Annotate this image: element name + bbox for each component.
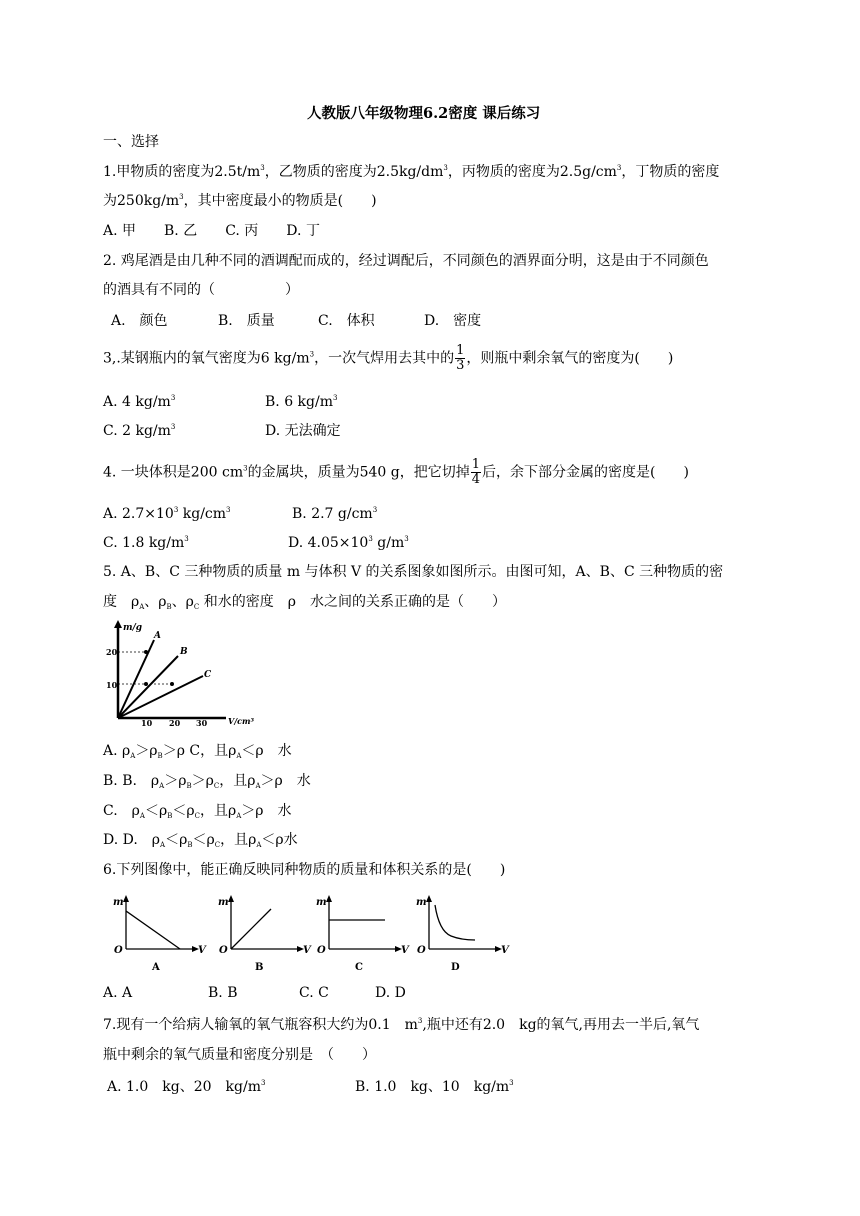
y-axis-label: m/g [123,623,143,633]
question-2-option-a: A. 颜色 [111,313,168,329]
mass-volume-graph [106,618,256,726]
question-2-line-2: 的酒具有不同的（ ） [103,282,299,298]
question-5-line-2: 度 $\rho_A$、$\rho_B$、$\rho_C$ 和水的密度 ρ 水之间的关系正确的是（ ） [103,594,506,611]
y-tick-10: 10 [106,680,118,690]
question-3-stem: 3,.某钢瓶内的氧气密度为6 $kg/m^3$，一次气焊用去其中的 $\frac{1}{3}$ ，则瓶中剩余氧气的密度为( ) [103,343,674,373]
question-5-option-a: A. $\rho_A>\rho_B>\rho$ C，且$\rho_A<\rho$ 水 [103,743,292,760]
question-7-option-b: B. 1.0 kg、10 $kg/m^3$ [355,1079,514,1095]
m-label: m [416,897,427,908]
v-label: V [303,945,311,956]
y-tick-20: 20 [106,647,118,657]
question-2-option-d: D. 密度 [424,313,482,329]
arrow-icon [426,895,432,902]
point-c [170,682,174,686]
m-label: m [113,897,124,908]
question-1-options: A. 甲 B. 乙 C. 丙 D. 丁 [103,223,320,239]
curve [231,909,271,949]
question-5-option-b: B. B. $\rho_A>\rho_B>\rho_C$，且$\rho_A>\rho$ 水 [103,773,311,790]
line-c [118,676,203,718]
x-tick-20: 20 [169,718,181,726]
question-1-line-2: 为$250kg/m^3$，其中密度最小的物质是( ) [103,193,377,209]
point-b [144,682,148,686]
o-label: O [114,945,123,956]
question-7-line-2: 瓶中剩余的氧气质量和密度分别是 （ ） [103,1047,376,1063]
line-c-label: C [204,670,212,680]
caption: B [255,962,264,973]
question-3-option-c: C. 2 $kg/m^3$ [103,423,176,439]
question-2-option-c: C. 体积 [318,313,375,329]
question-4-option-a: A. $2.7\times 10^3$ $kg/cm^3$ [103,506,231,522]
y-axis-arrow [114,620,122,628]
graph-a [110,893,210,973]
line-a-label: A [154,631,161,641]
question-4-option-b: B. 2.7 $g/cm^3$ [292,506,378,522]
o-label: O [417,945,426,956]
question-7-option-a: A. 1.0 kg、20 $kg/m^3$ [107,1079,266,1095]
question-4-stem: 4. 一块体积是200 $cm^3$的金属块，质量为540 g，把它切掉 $\frac{1}{4}$ 后，余下部分金属的密度是( ) [103,457,689,487]
fraction-one-quarter: $\frac{1}{4}$ [471,457,480,487]
graph-c [313,893,413,973]
line-b-label: B [180,647,188,657]
question-3-option-d: D. 无法确定 [265,423,341,439]
graph-b [215,893,315,973]
arrow-icon [123,895,129,902]
graph-d [413,893,513,973]
question-6-option-a: A. A [103,985,133,1001]
o-label: O [219,945,228,956]
question-2-line-1: 2. 鸡尾酒是由几种不同的酒调配而成的，经过调配后，不同颜色的酒界面分明，这是由于不同颜色 [103,253,709,269]
o-label: O [317,945,326,956]
question-3-option-b: B. 6 $kg/m^3$ [265,394,338,410]
m-label: m [218,897,229,908]
v-label: V [501,945,509,956]
point-a [144,650,148,654]
question-6-option-c: C. C [299,985,329,1001]
x-tick-10: 10 [141,718,153,726]
v-label: V [198,945,206,956]
question-7-line-1: 7.现有一个给病人输氧的氧气瓶容积大约为0.1 $m^3$,瓶中还有2.0 kg的氧气,再用去一半后,氧气 [103,1017,700,1033]
x-tick-30: 30 [196,718,208,726]
question-5-line-1: 5. A、B、C 三种物质的质量 m 与体积 V 的关系图象如图所示。由图可知，A、B、C 三种物质的密 [103,564,724,580]
arrow-icon [326,895,332,902]
question-5-option-c: C. $\rho_A<\rho_B<\rho_C$，且$\rho_A>\rho$ 水 [103,803,292,820]
caption: A [152,962,160,973]
curve [126,911,180,949]
caption: C [355,962,363,973]
curve [435,905,475,940]
x-axis-label: V/cm³ [228,716,254,726]
question-2-option-b: B. 质量 [218,313,275,329]
arrow-icon [228,895,234,902]
fraction-one-third: $\frac{1}{3}$ [456,343,465,373]
caption: D [451,962,460,973]
question-6-option-d: D. D [375,985,406,1001]
question-6-stem: 6.下列图像中，能正确反映同种物质的质量和体积关系的是( ) [103,862,506,878]
line-b [118,656,178,718]
question-1-line-1: 1.甲物质的密度为$2.5t/m^3$，乙物质的密度为$2.5kg/dm^3$，丙物质的密度为$2.5g/cm^3$，丁物质的密度 [103,164,720,180]
m-label: m [316,897,327,908]
question-4-option-c: C. 1.8 $kg/m^3$ [103,535,189,551]
section-heading: 一、选择 [103,134,159,150]
question-4-option-d: D. $4.05\times 10^3$ $g/m^3$ [288,535,409,551]
page-title: 人教版八年级物理6.2密度 课后练习 [307,105,541,122]
question-5-option-d: D. D. $\rho_A<\rho_B<\rho_C$，且$\rho_A<\rho$水 [103,832,298,849]
v-label: V [401,945,409,956]
question-6-option-b: B. B [208,985,238,1001]
question-3-option-a: A. 4 $kg/m^3$ [103,394,176,410]
